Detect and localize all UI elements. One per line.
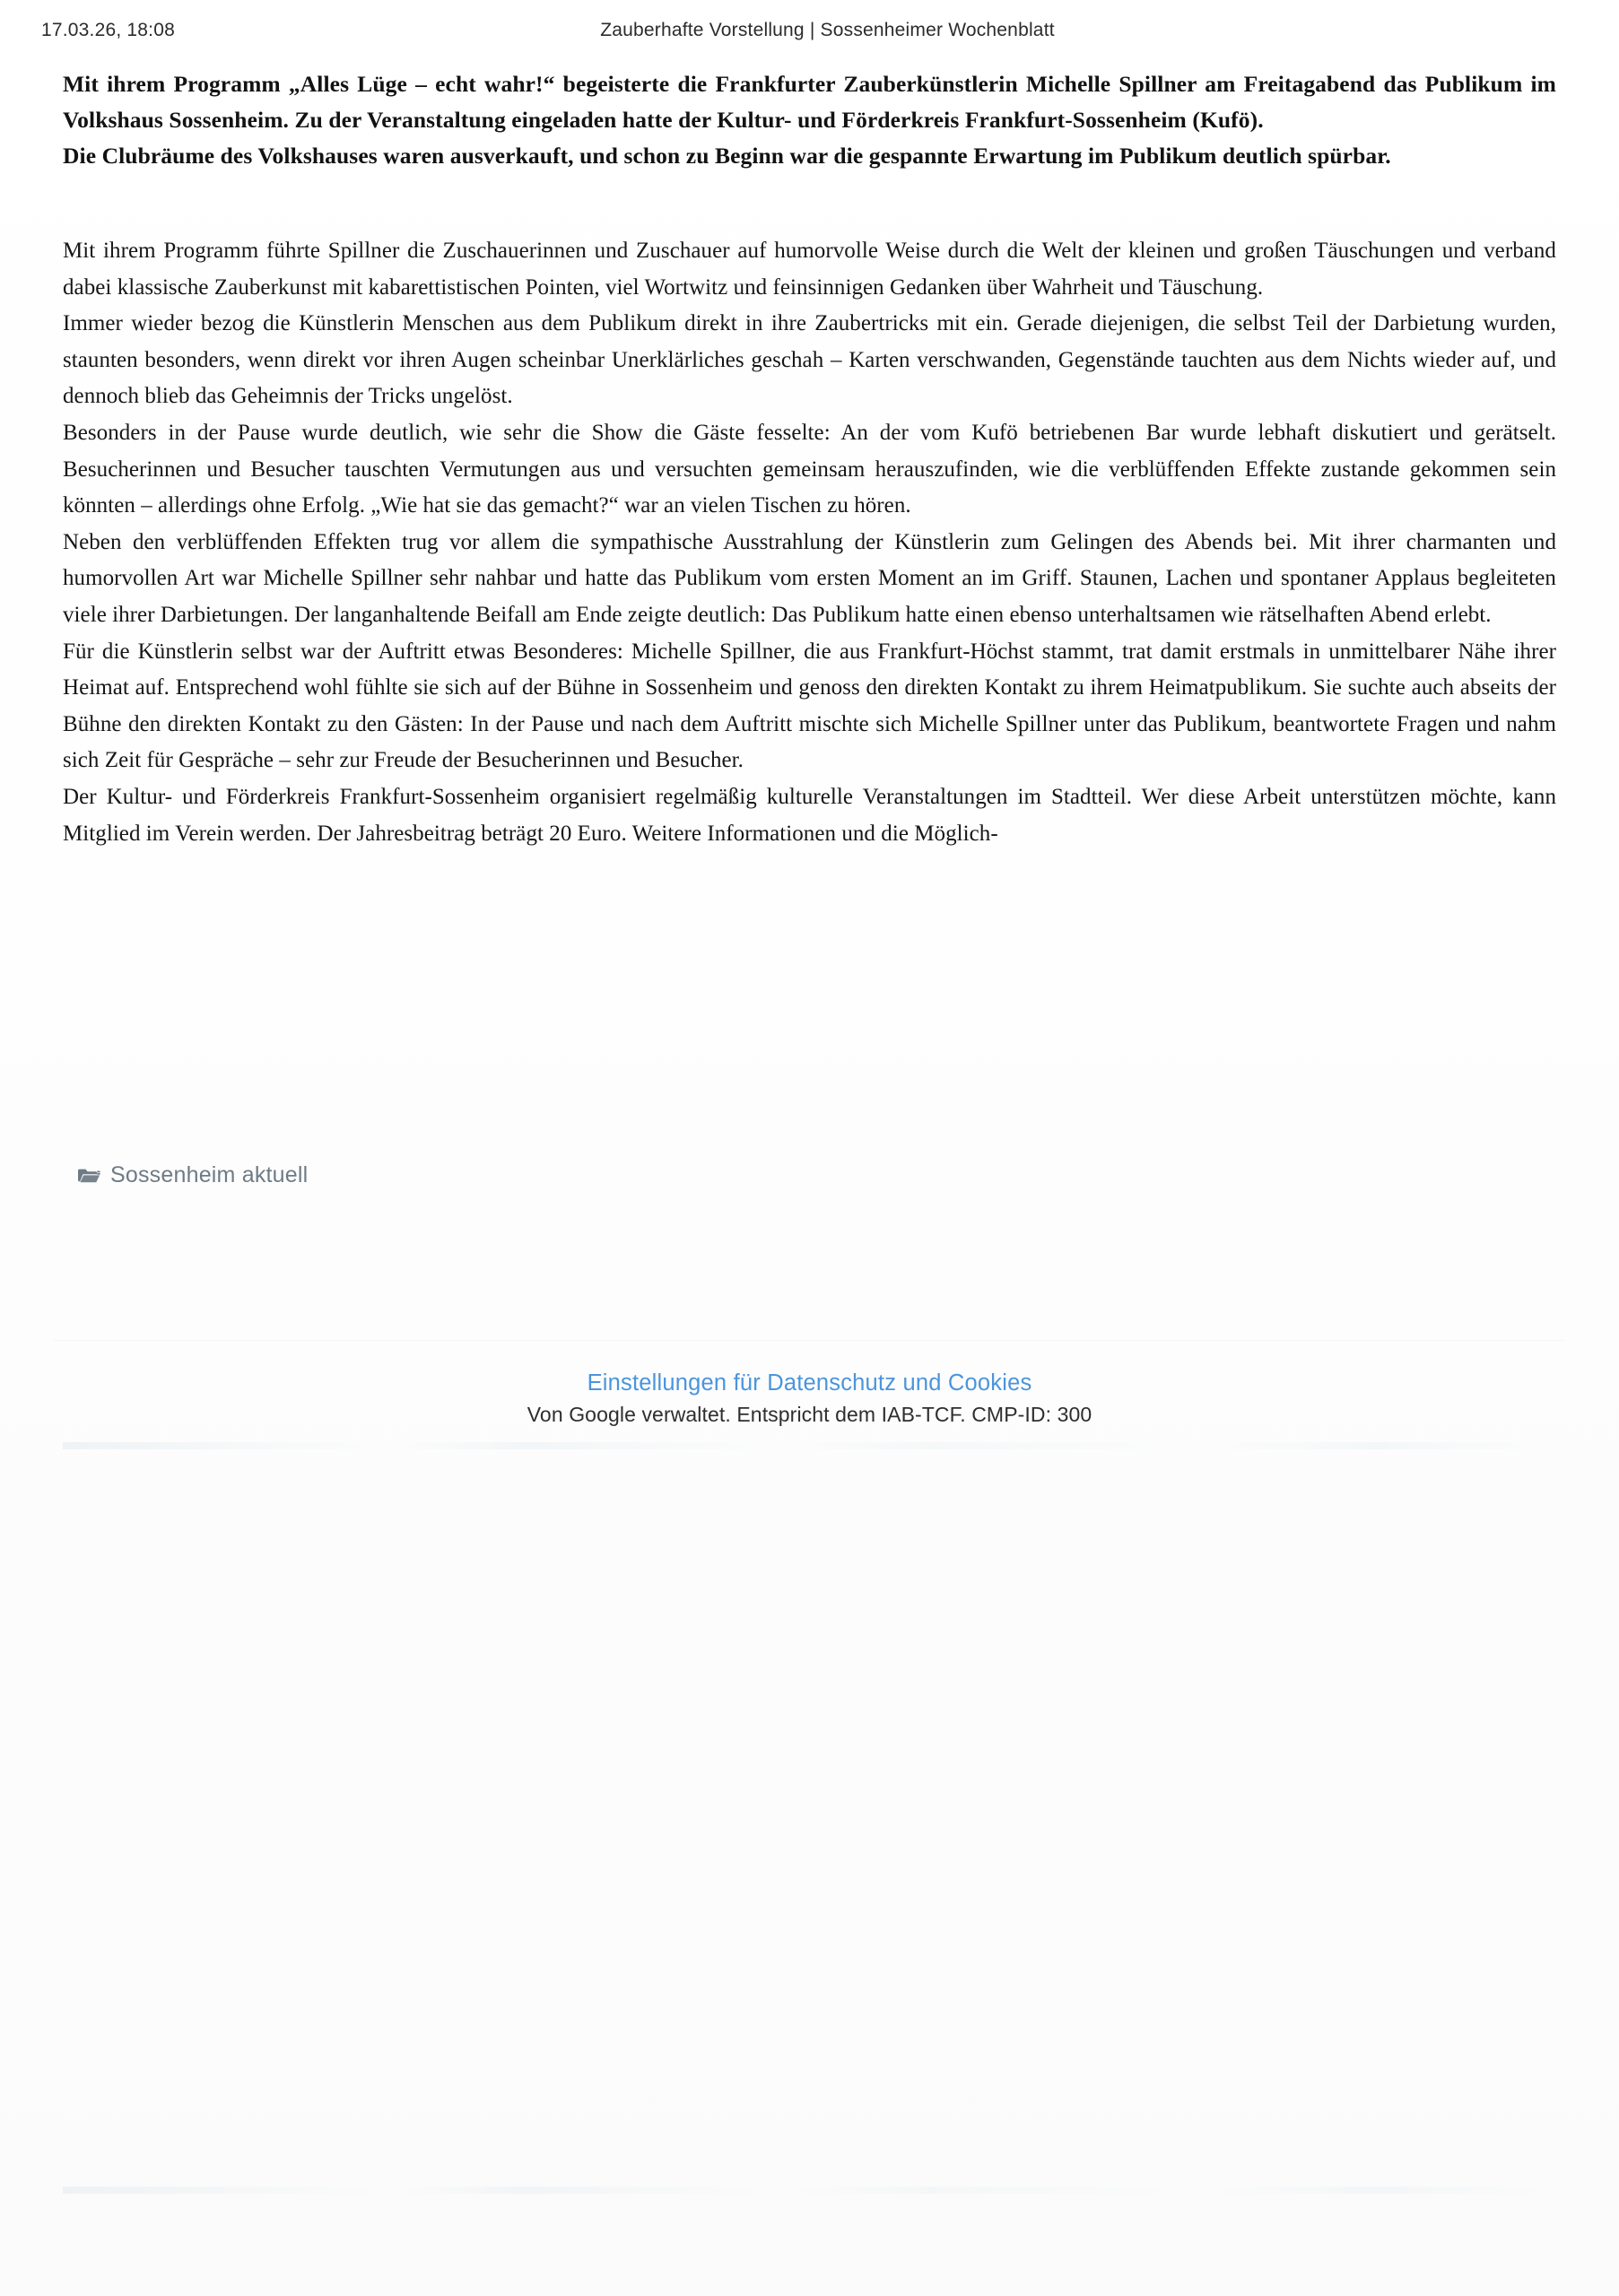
article-lead-paragraph-2: Die Clubräume des Volkshauses waren ausverkauft, und schon zu Beginn war die gespannte Erwartung im Publikum deutlich spürbar.: [63, 143, 1391, 169]
print-header-title: Zauberhafte Vorstellung | Sossenheimer Wochenblatt: [600, 20, 1055, 40]
article-content: [63, 66, 1556, 852]
article-lead-paragraph-1: Mit ihrem Programm „Alles Lüge – echt wahr!“ begeisterte die Frankfurter Zauberkünstlerin Michelle Spillner am Freitagabend das Publikum im Volkshaus Sossenheim. Zu der Veranstaltung eingeladen hatte der Kultur- und Förderkreis Frankfurt-Sossenheim (Kufö).: [63, 71, 1556, 133]
category-tag[interactable]: [77, 1162, 308, 1188]
privacy-cookie-settings-link[interactable]: Einstellungen für Datenschutz und Cookies: [587, 1370, 1032, 1396]
footer-divider: [54, 1340, 1565, 1341]
article-body-paragraph-3: Besonders in der Pause wurde deutlich, wie sehr die Show die Gäste fesselte: An der vom Kufö betriebenen Bar wurde lebhaft diskutiert und gerätselt. Besucherinnen und Besucher tauschten Vermutungen aus und versuchten gemeinsam herauszufinden, wie die verblüffenden Effekte zustande gekommen sein könnten – allerdings ohne Erfolg. „Wie hat sie das gemacht?“ war an vielen Tischen zu hören.: [63, 420, 1556, 518]
print-header-date: 17.03.26, 18:08: [41, 20, 175, 40]
scan-artifact-bottom: [63, 2187, 1556, 2194]
category-label: Sossenheim aktuell: [110, 1162, 309, 1187]
article-body-paragraph-4: Neben den verblüffenden Effekten trug vor allem die sympathische Ausstrahlung der Künstlerin zum Gelingen des Abends bei. Mit ihrer charmanten und humorvollen Art war Michelle Spillner sehr nahbar und hatte das Publikum vom ersten Moment an im Griff. Staunen, Lachen und spontaner Applaus begleiteten viele ihrer Darbietungen. Der langanhaltende Beifall am Ende zeigte deutlich: Das Publikum hatte einen ebenso unterhaltsamen wie rätselhaften Abend erlebt.: [63, 529, 1556, 627]
article-body-paragraph-1: Mit ihrem Programm führte Spillner die Zuschauerinnen und Zuschauer auf humorvolle Weise durch die Welt der kleinen und großen Täuschungen und verband dabei klassische Zauberkunst mit kabarettistischen Pointen, viel Wortwitz und feinsinnigen Gedanken über Wahrheit und Täuschung.: [63, 239, 1556, 300]
print-header: [0, 20, 1619, 50]
scan-artifact-top: [63, 1442, 1556, 1449]
article-body-paragraph-2: Immer wieder bezog die Künstlerin Menschen aus dem Publikum direkt in ihre Zaubertricks mit ein. Gerade diejenigen, die selbst Teil der Darbietung wurden, staunten besonders, wenn direkt vor ihren Augen scheinbar Unerklärliches geschah – Karten verschwanden, Gegenstände tauchten aus dem Nichts wieder auf, und dennoch blieb das Geheimnis der Tricks ungelöst.: [63, 311, 1556, 409]
article-body: [63, 233, 1556, 852]
article-body-paragraph-5: Für die Künstlerin selbst war der Auftritt etwas Besonderes: Michelle Spillner, die aus Frankfurt-Höchst stammt, trat damit erstmals in unmittelbarer Nähe ihrer Heimat auf. Entsprechend wohl fühlte sie sich auf der Bühne in Sossenheim und genoss den direkten Kontakt zu ihrem Heimatpublikum. Sie suchte auch abseits der Bühne den direkten Kontakt zu den Gästen: In der Pause und nach dem Auftritt mischte sich Michelle Spillner unter das Publikum, beantwortete Fragen und nahm sich Zeit für Gespräche – sehr zur Freude der Besucherinnen und Besucher.: [63, 639, 1556, 773]
folder-icon: [77, 1167, 100, 1185]
article-body-paragraph-6: Der Kultur- und Förderkreis Frankfurt-Sossenheim organisiert regelmäßig kulturelle Veranstaltungen im Stadtteil. Wer diese Arbeit unterstützen möchte, kann Mitglied im Verein werden. Der Jahresbeitrag beträgt 20 Euro. Weitere Informationen und die Möglich-: [63, 784, 1556, 846]
footer: [0, 1370, 1619, 1427]
footer-subtext: Von Google verwaltet. Entspricht dem IAB-TCF. CMP-ID: 300: [527, 1403, 1092, 1426]
